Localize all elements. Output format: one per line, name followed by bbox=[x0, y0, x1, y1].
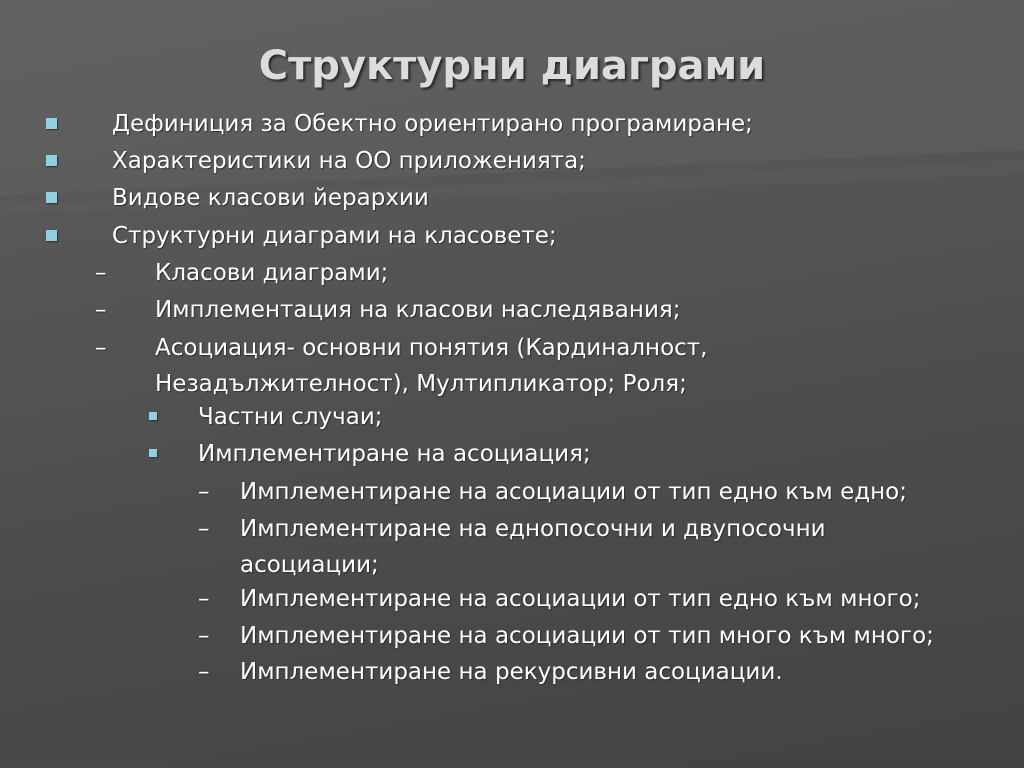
dash-bullet-icon: – bbox=[198, 586, 210, 612]
list-item: Имплементиране на асоциации от тип много към много; bbox=[240, 623, 934, 649]
list-item: Имплементиране на еднопосочни и двупосочни асоциации; bbox=[240, 516, 826, 578]
list-item: Структурни диаграми на класовете; bbox=[112, 223, 557, 249]
square-bullet-icon bbox=[46, 192, 57, 203]
dash-bullet-icon: – bbox=[95, 297, 107, 323]
square-bullet-icon bbox=[46, 155, 57, 166]
square-bullet-icon bbox=[46, 230, 57, 241]
list-item: Имплементиране на асоциации от тип едно към много; bbox=[240, 586, 921, 612]
dash-bullet-icon: – bbox=[95, 335, 107, 361]
list-item: Имплементация на класови наследявания; bbox=[155, 297, 681, 323]
dash-bullet-icon: – bbox=[198, 479, 210, 505]
list-item: Имплементиране на рекурсивни асоциации. bbox=[240, 659, 783, 685]
slide-title: Структурни диаграми bbox=[258, 43, 766, 89]
dash-bullet-icon: – bbox=[198, 623, 210, 649]
list-item: Видове класови йерархии bbox=[112, 185, 429, 211]
dash-bullet-icon: – bbox=[95, 260, 107, 286]
list-item: Асоциация- основни понятия (Кардиналност, Незадължителност), Мултипликатор; Роля; bbox=[155, 335, 708, 397]
dash-bullet-icon: – bbox=[198, 659, 210, 685]
dash-bullet-icon: – bbox=[198, 516, 210, 542]
list-item: Класови диаграми; bbox=[155, 260, 389, 286]
list-item: Имплементиране на асоциация; bbox=[198, 441, 591, 467]
list-item: Дефиниция за Обектно ориентирано програмиране; bbox=[112, 111, 753, 137]
square-bullet-icon bbox=[46, 118, 57, 129]
list-item: Имплементиране на асоциации от тип едно към едно; bbox=[240, 479, 907, 505]
list-item: Частни случаи; bbox=[198, 404, 383, 430]
small-square-bullet-icon bbox=[149, 449, 157, 457]
list-item: Характеристики на ОО приложенията; bbox=[112, 148, 586, 174]
small-square-bullet-icon bbox=[149, 412, 157, 420]
